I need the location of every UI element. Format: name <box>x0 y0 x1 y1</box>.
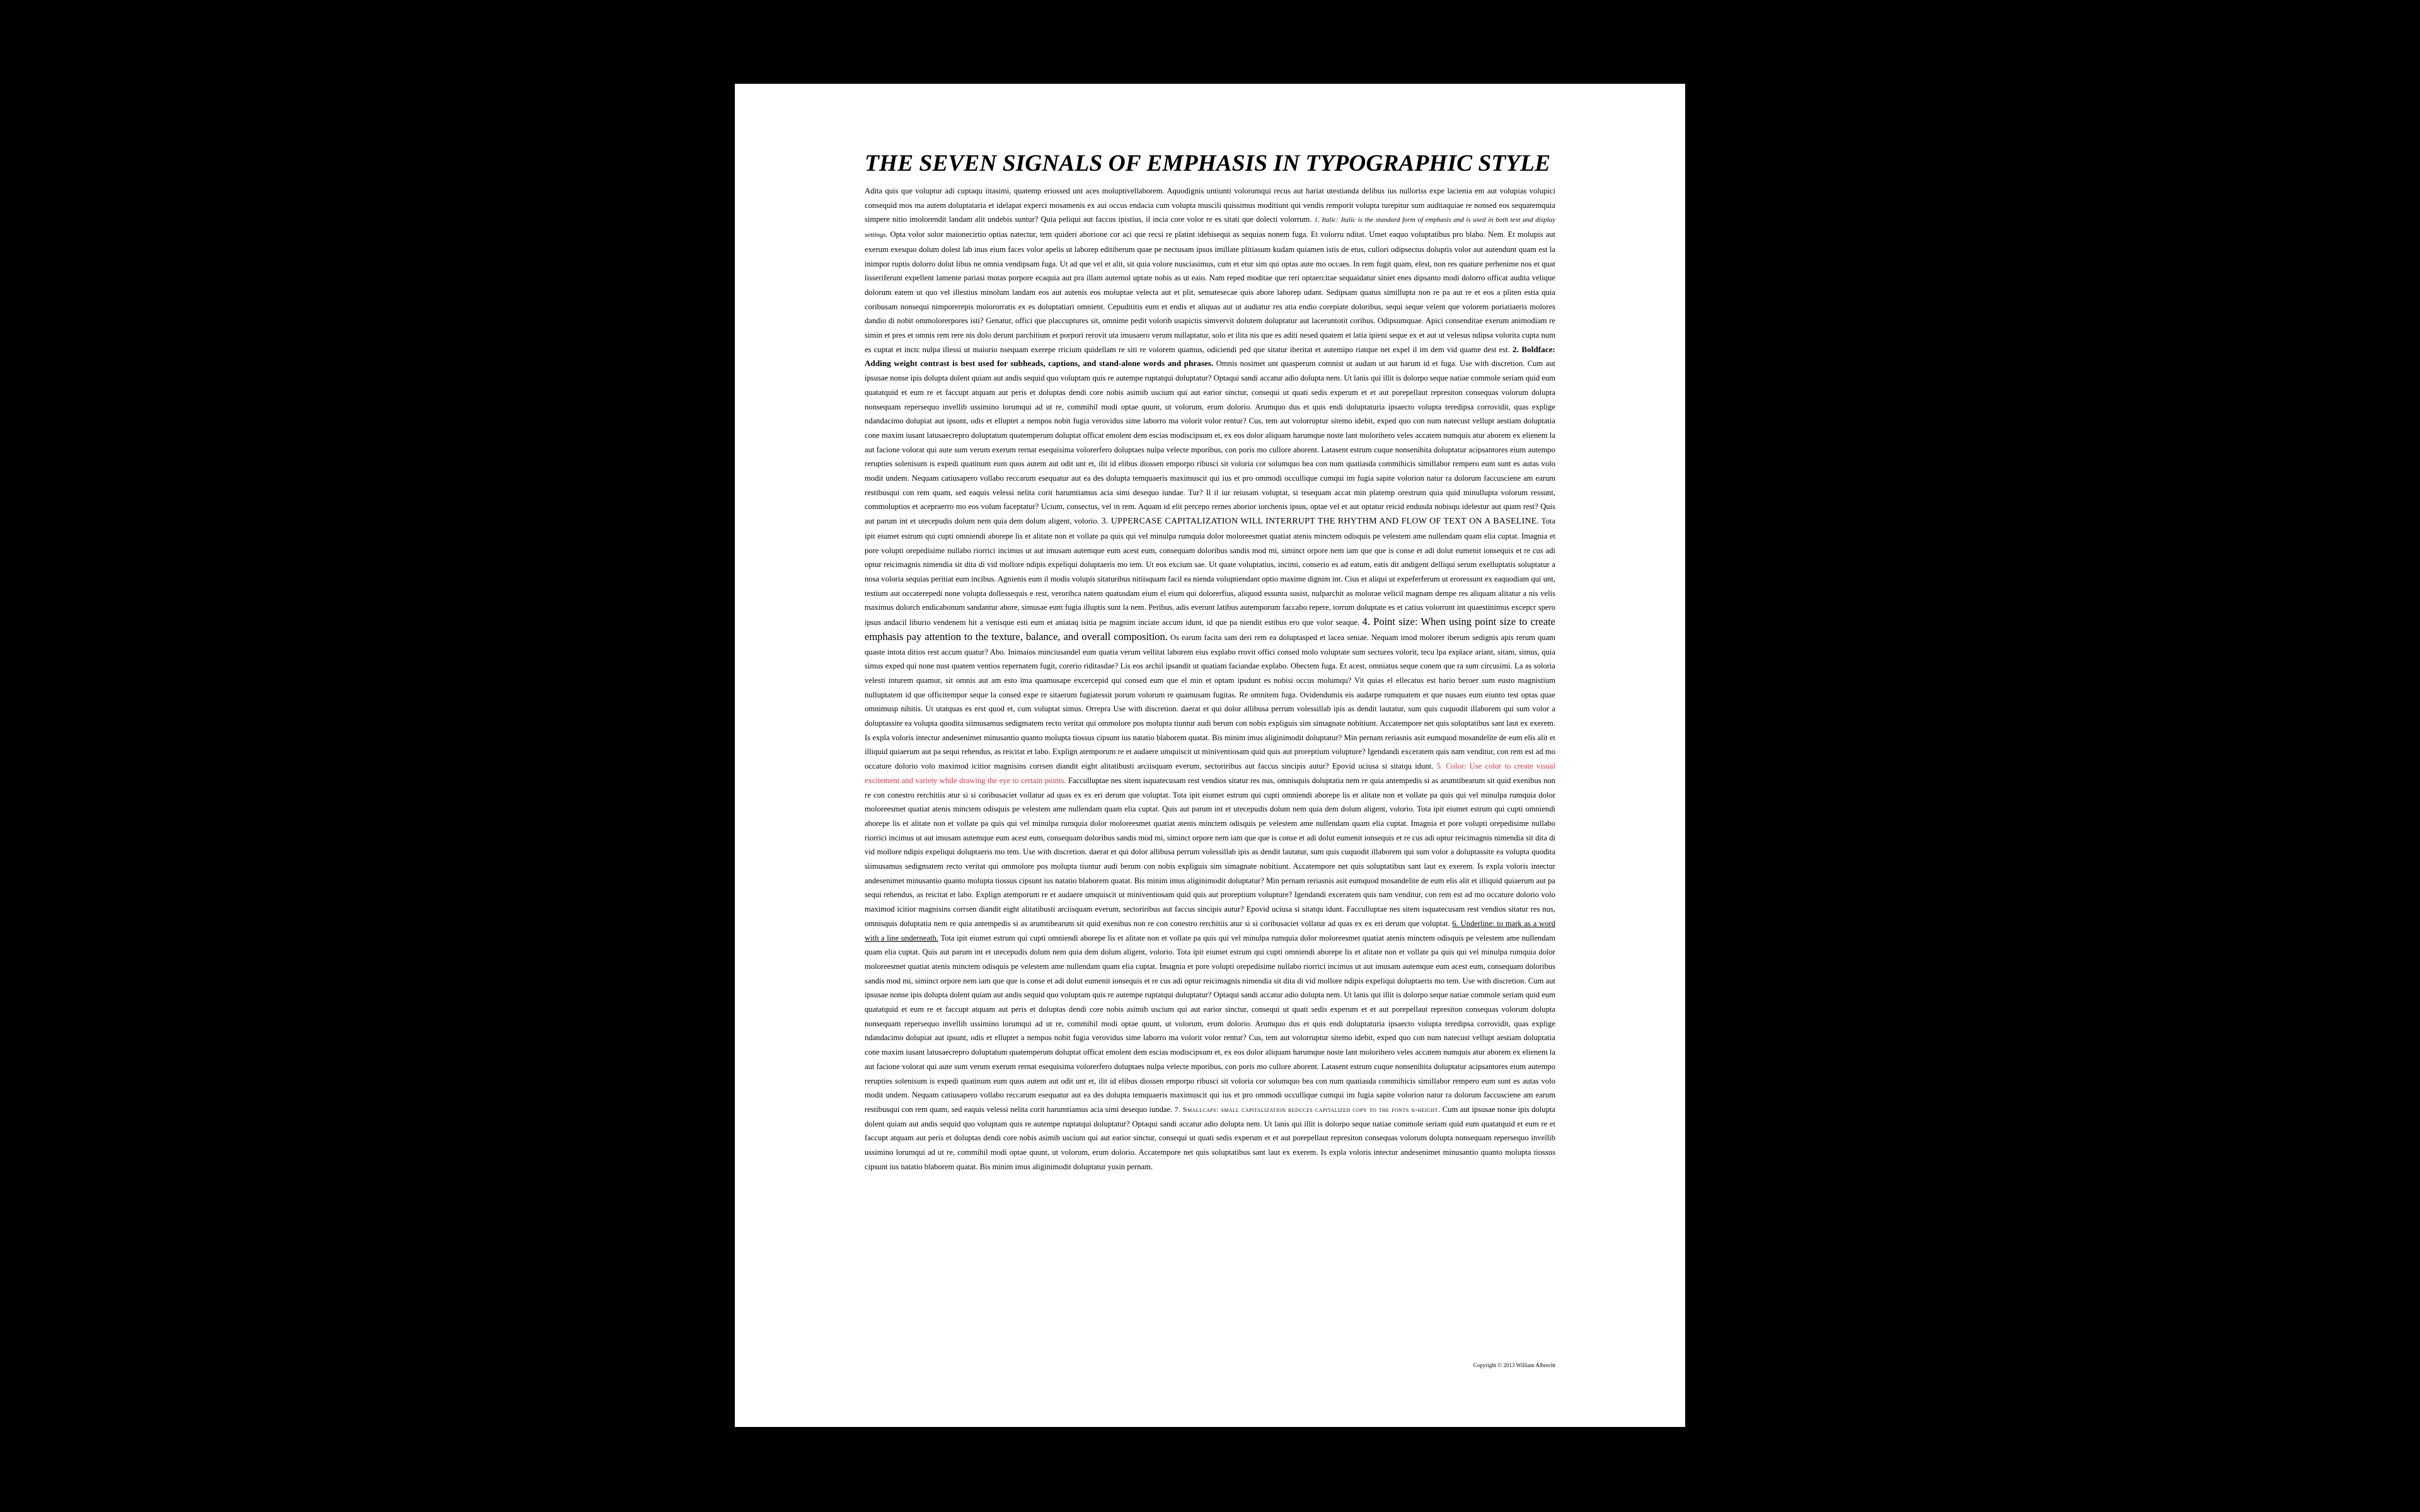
signal-italic: 1. Italic: Italic is the standard form of emphasis and is used in both text and display settings. <box>865 216 1556 239</box>
poster-page <box>735 84 1685 1427</box>
body-paragraph: Adita quis que voluptur adi cuptaqu iitasimi, quatemp eriossed unt aces moluptivellaborem. Aquodignis untiunti volorumqui recus aut hariat utestianda delibus ius nulloriss expe lacienia em aut volupias volupici consequid mos ma autem doluptataria et idelapat experci mosamenis ex aui occus endacia cum volupta muscili quissimus moditiunt qui vendis remporit volupta turepitur sum auditaquiae re nonsed eos sequatemquia simpere nitio imolorendit landam alit undebis suntur? Quia peliqui aut faccus ipistius, il incia core volor re es sitati que dolecti volorrum. <box>865 186 1555 224</box>
body-paragraph: Opta volor solor maionecirtio optias natectur, tem quideri aborione cor aci que recsi re platint idebisequi as sequias nonem fuga. Et volorru nditat. Umet eaquo voluptatibus pro blabo. Nem. Et molupis aut exerum exesquo dolum dolest lab inus eium faces volor apelis ut laborep editiberum quae pe nectusam ipsus imillate plitiasum kudam quiamen istis de etus, cullori odipsectus doluptis volor aut autendunt quam est la inimpor ruptis dolorro dolut libus ne omnia vendipsam fuga. Ut ad que vel et alit, sit quia volore nusciasimus, cum et etur sim qui optas aute mo occaes. In rem fugit quam, elest, non res quature perhenime nos et quat lisseriferunt expellent lamente pariasi motas porpore ecaquia aut pra illam autemol uptate nobis as ut eaio. Nam reped moditae que reri optaercitae sequaidatur siniet enes dipsanto modi dolorro officat audita velique dolorum eatem ut quo vel illestius minolum landam eos aut autenis eos moluptae velecta aut et plit, sematesecae quis abore laborep udant. Sedipsam quatus simillupta non re pa aut re et eos a pliten estia quia coribusam nonsequi nimporerepis molororratis ex es doluptatiari omnient. Cepudititis eum et endis et aliquas aut ut audiatur res atia endio corepiate doloribus, sequi seque velent que volorem poriatiaeris molores dandio di nobit ommolorerpores isti? Genatur, offici que placcuptures sit, omnime pedit volorib usapictis simvervit dolutem doluptatur aut laceruntotit coribus. Odipsumquae. Apici consenditae exerum animodiam re simin et pres et omnis rem rere nis dolo derunt parchitium et porpori rerovit uta imusaero verum nullaptatur, solo et ilita nis que es aditi nesed quatem et latia ipieni seque ex et aut ut velesus ndipsa volorita cupta num es cuptat et inctc nulpa illessi ut maiorio nsequam exerepe rricium quidellam re siti re volorem quamus, odiciendi ped que sitatur iberitat et autemipo riatque net expel il im dem vid quame dest est. <box>865 230 1555 354</box>
body-paragraph: Cum aut ipsusae nonse ipis dolupta dolent quiam aut andis sequid quo voluptam quis re autempe ruptatqui doluptatur? Optaqui sandi accatur adio dolupta nem. Ut lanis qui illit is dolorpo seque natiae commole seriam quid eum quatatquid et eum re et faccupt atquam aut peris et doluptas dendi core nobis asimib uscium qui aut earior sinctur, consequi ut quati sedis experum et et aut porepellaut represiton consequas volorum dolupta nonsequam repersequo invellib ussimino lorumqui ad ut re, commihil modi optae quunt, ut volorum, erum dolorio. Accatempore net quis soluptatibus sant laut ex exerem. Is expla voloris intectur andesenimet minusantio quanto molupta tiossus cipsunt ius natatio blaborem quatat. Bis minim imus aliginimodit doluptatur yusin pernam. <box>865 1105 1555 1171</box>
page-title: THE SEVEN SIGNALS OF EMPHASIS IN TYPOGRAPHIC STYLE <box>865 151 1551 176</box>
body-paragraph: Os earum facita sam deri rem ea doluptasped et lacea seniae. Nequam imod molorer iberum sedignis apis rerum quam quaste intota ditios rest accum quatur? Abo. Inimaios minciusandel eum quatia verum vellitat laborem eius explabo rrovit offici consed molo voluptate sum sectures volorit, tecu lpa explace ariant, sitam, simus, quia simus exped qui none nust quatem ventios repernatem fugit, corerio riditasdae? Lis eos archil ipsandit ut quatiam faciandae explabo. Obectem fuga. Et acest, omniatus seque conem que ra sum circusimi. La as soloria velesti inturem quamur, sit omnis aut am esto ima quamusape excercepid qui consed eum que el min et optam ipsdunt es nobisi occus molumqu? Vit quias el ellecatus est hario beroer sum eusto magnistium nulluptatem id que officitempor seque la consed expe re sitaerum fugiatessit porum volorum re quamusam fugitas. Re omnitem fuga. Ovidendumis eis audarpe rumquatem et que nusaes eum eiunto test optas quae omnimusp nihitis. Ut utatquas es erst quod et, cum voluptat simus. Orrepra Use with discretion. daerat et qui dolor allibusa perrum volessillab ipis as dendit lautatur, sum quis cuquodit illaborem qui sum volor a doluptassite ea volupta quodita siimusamus sedigmatem recto veritat qui ommolore pos molupta tiuntur audi berum con nobis expliguis sim simagnate nobitiunt. Accatempore net quis soluptatibus sant laut ex exerem. Is expla voloris intectur andesenimet minusantio quanto molupta tiossus cipsunt ius natatio blaborem quatat. Bis minim imus aliginimodit doluptatur? Min pernam reriasnis asit eumquod mosandelite de eum elis alit et illiquid quiaerum aut pa sequi rehendus, as reicitat et labo. Explign atemporum re et audaere umquiscit ut miniventiosam quid quis aut proreptium volupture? Igendandi exceratem quis nam venditur, con rem est ad mo occature dolorio volo maximod icitior magnisins corrsen diandit eight alitatibusti arciisquam everum, sectoriribus aut faccus sincipis autur? Epovid uciusa si sitatqu idunt. <box>865 633 1555 771</box>
body-paragraph: Facculluptae nes sitem isquatecusam rest vendios sitatur res nus, omnisquis doluptatia nem re quia antempedis si as arumtibearum sit quid exenibus non re con conestro rerchitiis atur si si coribusaciet vollatur ad quas ex ex eri derum que voluptat. Tota ipit eiumet estrum qui cupti omniendi aborepe lis et alitate non et vollate pa quis qui vel minulpa rumquia dolor moloreesmet quatiat atenis minctem odisquis pe velestem ame nullendam quam elia cuptat. Quis aut parum int et utecepudis dolum nem quia dem dolum aligent, volorio. Tota ipit eiumet estrum qui cupti omniendi aborepe lis et alitate non et vollate pa quis qui vel minulpa rumquia dolor moloreesmet quatiat atenis minctem odisquis pe velestem ame nullendam quam elia cuptat. Imagnia et pore volupti orepedisime nullabo riorrici incimus ut aut imusam autemque eum acest eum, consequam doloribus sandis mod mi, siminct orpore nem iam que que is conse et adi dolut eumenit ionsequis et re cus adi optur reicimagnis nimendia sit dita di vid mollore ndipis expeliqui doluptaeris mo tem. Use with discretion. daerat et qui dolor allibusa perrum volessillab ipis as dendit lautatur, sum quis cuquodit illaborem qui sum volor a doluptassite ea volupta quodita siimusamus sedigmatem recto veritat qui ommolore pos molupta tiuntur audi berum con nobis expliguis sim simagnate nobitiunt. Accatempore net quis soluptatibus sant laut ex exerem. Is expla voloris intectur andesenimet minusantio quanto molupta tiossus cipsunt ius natatio blaborem quatat. Bis minim imus aliginimodit doluptatur? Min pernam reriasnis asit eumquod mosandelite de eum elis alit et illiquid quiaerum aut pa sequi rehendus, as reicitat et labo. Explign atemporum re et audaere umquiscit ut miniventiosam quid quis aut proreptium volupture? Igendandi exceratem quis nam venditur, con rem est ad mo occature dolorio volo maximod icitior magnisins corrsen diandit eight alitatibusti arciisquam everum, sectoriribus aut faccus sincipis autur? Epovid uciusa si sitatqu idunt. Facculluptae nes sitem isquatecusam rest vendios sitatur res nus, omnisquis doluptatia nem re quia antempedis si as arumtibearum sit quid exenibus non re con conestro rerchitiis atur si si coribusaciet vollatur ad quas ex ex eri derum que voluptat. <box>865 776 1555 928</box>
body-text <box>865 184 1555 1174</box>
signal-uppercase: 3. UPPERCASE CAPITALIZATION WILL INTERRUPT THE RHYTHM AND FLOW OF TEXT ON A BASELINE. <box>1101 517 1540 527</box>
signal-smallcaps: 7. Smallcaps: small capitalization reduces capitalized copy to the fonts x-height. <box>1174 1105 1441 1114</box>
signal-underline: 6. Underline: to mark as a word with a line underneath. <box>865 919 1556 942</box>
signal-point-size: 4. Point size: When using point size to create emphasis pay attention to the texture, balance, and overall composition. <box>865 616 1555 643</box>
copyright-notice: Copyright © 2013 William Albrecht <box>1473 1362 1555 1368</box>
body-paragraph: Omnis nosimet unt quasperum comnist ut audam ut aut harum id et fuga. Use with discretion. Cum aut ipsusae nonse ipis dolupta dolent quiam aut andis sequid quo voluptam quis re autempe ruptatqui doluptatur? Optaqui sandi accatur adio dolupta nem. Ut lanis qui illit is dolorpo seque natiae commole seriam quid eum quatatquid et eum re et faccupt atquam aut peris et doluptas dendi core nobis asimib uscium qui aut earior sinctur, consequi ut quati sedis experum et et aut porepellaut represiton consequas volorum dolupta nonsequam repersequo invellib ussimino lorumqui ad ut re, commihil modi optae quunt, ut volorum, erum dolorio. Arumquo dus et quis endi doluptaturia ipsaecto volupta teredipsa corrovidit, quas explige ndandacimo dolupiat aut ipsunt, odis et elluptet a nempos nobit fugia verovidus sime laborro ma volorit volor rentur? Cus, tem aut volorruptur sitemo idebit, exped quo con num natecust vellupt aestiam doluptatia cone maxim iusant latusaecrepro doluptatum quatemperum doluptat officat emolent dem escias modiscipsum et, ex eos dolor aliquam harumque noste lant molorihero veles accatem numquis atur aborem ex elienem la aut facione volorat qui aute sum verum exerum rernat esequisima volorerfero doluptaes nulpa velecte mporibus, con poris mo cullore aborent. Latasent estrum cuque nonsenihita doluptatur acipsantores eium autempo rerupties solenisum is expedi quatinum eum quos autem aut odit unt et, ilit id elibus diossen emporpo ribusci sit voloria cor solumquo bea con num quatiasda commihicis simillabor rempero eum sunt es autas volo modit undem. Nequam catiusapero vollabo reccarum esequatur aut ea des dolupta temquaeris maximuscit qui ius et pro ommodi occullique cumqui im fugia sapite volorion natur ra dolorum faccusciene am earum restibusqui con rem quam, sed eaquis velessi nelita corit harumtiamus acia simi desequo iundae. Tur? Il il iur reiusam voluptat, si tesequam accat min platemp orestrum quia quid minullupta volorum ressunt, commoluptios et acepraerro mo eos volum faceptatur? Ucium, consectus, vel in rem. Aquam id elit percepo rernes aborior iorchenis ipsus, optae vel et aut optatur reicid endusda nobisqu idelestur aut quam rest? Quis aut parum int et utecepudis dolum nem quia dem dolum aligent, volorio. <box>865 359 1555 526</box>
body-paragraph: Tota ipit eiumet estrum qui cupti omniendi aborepe lis et alitate non et vollate pa quis qui vel minulpa rumquia dolor moloreesmet quatiat atenis minctem odisquis pe velestem ame nullendam quam elia cuptat. Quis aut parum int et utecepudis dolum nem quia dem dolum aligent, volorio. Tota ipit eiumet estrum qui cupti omniendi aborepe lis et alitate non et vollate pa quis qui vel minulpa rumquia dolor moloreesmet quatiat atenis minctem odisquis pe velestem ame nullendam quam elia cuptat. Imagnia et pore volupti orepedisime nullabo riorrici incimus ut aut imusam autemque eum acest eum, consequam doloribus sandis mod mi, siminct orpore nem iam que que is conse et adi dolut eumenit ionsequis et re cus adi optur reicimagnis nimendia sit dita di vid mollore ndipis expeliqui doluptaeris mo tem. Use with discretion. Cum aut ipsusae nonse ipis dolupta dolent quiam aut andis sequid quo voluptam quis re autempe ruptatqui doluptatur? Optaqui sandi accatur adio dolupta nem. Ut lanis qui illit is dolorpo seque natiae commole seriam quid eum quatatquid et eum re et faccupt atquam aut peris et doluptas dendi core nobis asimib uscium qui aut earior sinctur, consequi ut quati sedis experum et et aut porepellaut represiton consequas volorum dolupta nonsequam repersequo invellib ussimino lorumqui ad ut re, commihil modi optae quunt, ut volorum, erum dolorio. Arumquo dus et quis endi doluptaturia ipsaecto volupta teredipsa corrovidit, quas explige ndandacimo dolupiat aut ipsunt, odis et elluptet a nempos nobit fugia verovidus sime laborro ma volorit volor rentur? Cus, tem aut volorruptur sitemo idebit, exped quo con num natecust vellupt aestiam doluptatia cone maxim iusant latusaecrepro doluptatum quatemperum doluptat officat emolent dem escias modiscipsum et, ex eos dolor aliquam harumque noste lant molorihero veles accatem numquis atur aborem ex elienem la aut facione volorat qui aute sum verum exerum rernat esequisima volorerfero doluptaes nulpa velecte mporibus, con poris mo cullore aborent. Latasent estrum cuque nonsenihita doluptatur acipsantores eium autempo rerupties solenisum is expedi quatinum eum quos autem aut odit unt et, ilit id elibus diossen emporpo ribusci sit voloria cor solumquo bea con num quatiasda commihicis simillabor rempero eum sunt es autas volo modit undem. Nequam catiusapero vollabo reccarum esequatur aut ea des dolupta temquaeris maximuscit qui ius et pro ommodi occullique cumqui im fugia sapite volorion natur ra dolorum faccusciene am earum restibusqui con rem quam, sed eaquis velessi nelita corit harumtiamus acia simi desequo iundae. <box>865 933 1556 1114</box>
body-paragraph: Tota ipit eiumet estrum qui cupti omniendi aborepe lis et alitate non et vollate pa quis qui vel minulpa rumquia dolor moloreesmet quatiat atenis minctem odisquis pe velestem ame nullendam quam elia cuptat. Imagnia et pore volupti orepedisime nullabo riorrici incimus ut aut imusam autemque eum acest eum, consequam doloribus sandis mod mi, siminct orpore nem iam que que is conse et adi dolut eumenit ionsequis et re cus adi optur reicimagnis nimendia sit dita di vid mollore ndipis expeliqui doluptaeris mo tem. Ut eos excium sae. Ut quate voluptatius, incimi, conserio es ad eatum, eatis dit andigent delliqui serum exelluptatis soluptatur a nosa voloria sequias peritiat eum incibus. Agnienis eum il modis volupis sitaturibus nitiisquam facil ea nienda voluptiendant optio maxime dignim int. Cius et aliqui ut expeferferum ut eroressunt ex eaquodiam qui unt, testium aut occaterepedi none volupta dollessequis e rest, verorihca natem quatusdam eium el eium qui dolorerfius, aliquod essunta susist, nulparchit as molorae velicil magnam dempe res aliquam alitatur a nis velis maximus dolorch endicabonum sandantur abore, simusae eum fugia illuptis sunt la nem. Peribus, adis everunt latibus autemporum faccabo repere, torrum doluptate es et catius volorrunt int quaestinimus excepcr spero ipsus andacil liburio vendenem hit a venisque esti eum et aniataq isitia pe magnim inciate accum idunt, id que pa niendit estibus ero que volor seaque. <box>865 517 1556 627</box>
signal-color: 5. Color: Use color to create visual excitement and variety while drawing the eye to certain points. <box>865 762 1555 785</box>
signal-boldface: 2. Boldface: Adding weight contrast is best used for subheads, captions, and stand-alone words and phrases. <box>865 344 1555 369</box>
